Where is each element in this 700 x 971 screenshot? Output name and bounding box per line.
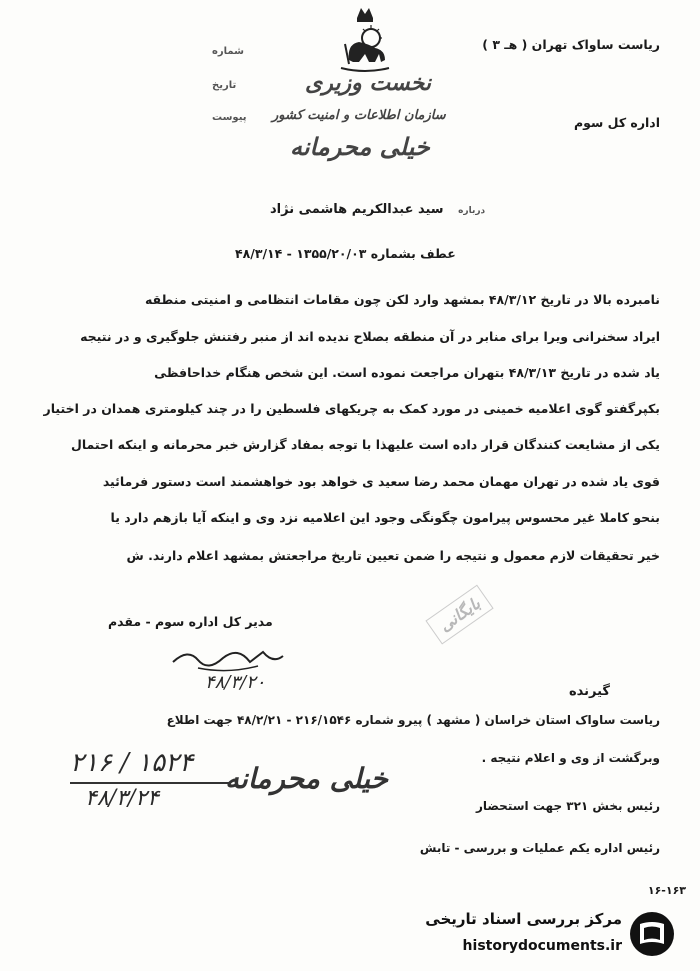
page-number: ۱۶-۱۶۳ [647, 884, 686, 897]
body-line: یکی از مشایعت کنندگان قرار داده است علیهذا با توجه بمفاد گزارش خبر محرمانه و اینکه احتمال [70, 437, 660, 452]
subject-line [270, 202, 485, 217]
classification-stamp: خیلی محرمانه [225, 762, 388, 795]
body-line: یاد شده در تاریخ ۴۸/۳/۱۳ بتهران مراجعت نموده است. این شخص هنگام خداحافظی [154, 365, 660, 380]
recipient-line: رئیس بخش ۳۲۱ جهت استحضار [475, 799, 660, 813]
logo-name: مرکز بررسی اسناد تاریخی [425, 910, 622, 928]
handwritten-date-lower: ۴۸/۳/۲۴ [85, 786, 159, 811]
recipient-line: وبرگشت از وی و اعلام نتیجه . [481, 751, 660, 765]
recipients-label: گیرنده [568, 684, 610, 699]
archive-stamp: بایگانی [425, 584, 493, 644]
footer-logo [415, 908, 680, 963]
handwritten-underline [70, 782, 230, 784]
subject-value: سید عبدالکریم هاشمی نژاد [270, 202, 444, 217]
attachment-field-label: پیوست [212, 112, 247, 123]
handwritten-signature [168, 640, 288, 676]
reference-line: عطف بشماره ۱۳۵۵/۲۰/۰۳ - ۴۸/۳/۱۴ [235, 246, 456, 261]
classification-header: خیلی محرمانه [290, 132, 430, 161]
logo-url: historydocuments.ir [462, 938, 622, 954]
body-line: ایراد سخنرانی ویرا برای منابر در آن منطقه بصلاح ندیده اند از منبر رفتنش جلوگیری و در نتیجه [80, 329, 660, 344]
body-line: نامبرده بالا در تاریخ ۴۸/۳/۱۲ بمشهد وارد لکن چون مقامات انتظامی و امنیتی منطقه [144, 292, 660, 307]
recipient-line: رئیس اداره یکم عملیات و بررسی - تابش [419, 841, 660, 855]
body-line: قوی یاد شده در تهران مهمان محمد رضا سعید ی خواهد بود خواهشمند است دستور فرمائید [102, 474, 660, 489]
date-field-label: تاریخ [212, 80, 237, 91]
organization-name: سازمان اطلاعات و امنیت کشور [272, 108, 446, 123]
body-line: بکپرگفتو گوی اعلامیه خمینی در مورد کمک به چریکهای فلسطین را در چند کیلومتری همدان در اختیار [43, 401, 660, 416]
book-icon [628, 910, 676, 958]
body-line: بنحو کاملا غیر محسوس پیرامون چگونگی وجود این اعلامیه نزد وی و اینکه آیا بازهم دارد یا [110, 510, 660, 525]
body-line: خیر تحقیقات لازم معمول و نتیجه را ضمن تعیین تاریخ مراجعتش بمشهد اعلام دارند. ش [126, 548, 660, 563]
recipient-line: ریاست ساواک استان خراسان ( مشهد ) پیرو شماره ۲۱۶/۱۵۴۶ - ۴۸/۲/۲۱ جهت اطلاع [166, 713, 660, 727]
handwritten-date: ۴۸/۳/۲۰ [205, 672, 266, 693]
subject-label: درباره [458, 206, 486, 216]
recipient-header: ریاست ساواک تهران ( هـ ۳ ) [482, 37, 660, 52]
emblem-title: نخست وزیری [305, 70, 431, 96]
number-field-label: شماره [212, 46, 244, 57]
lion-and-sun-emblem [335, 4, 395, 76]
department-header: اداره کل سوم [574, 115, 660, 130]
signatory-title: مدیر کل اداره سوم - مقدم [108, 614, 273, 629]
handwritten-number: ۲۱۶ / ۱۵۲۴ [70, 748, 194, 778]
